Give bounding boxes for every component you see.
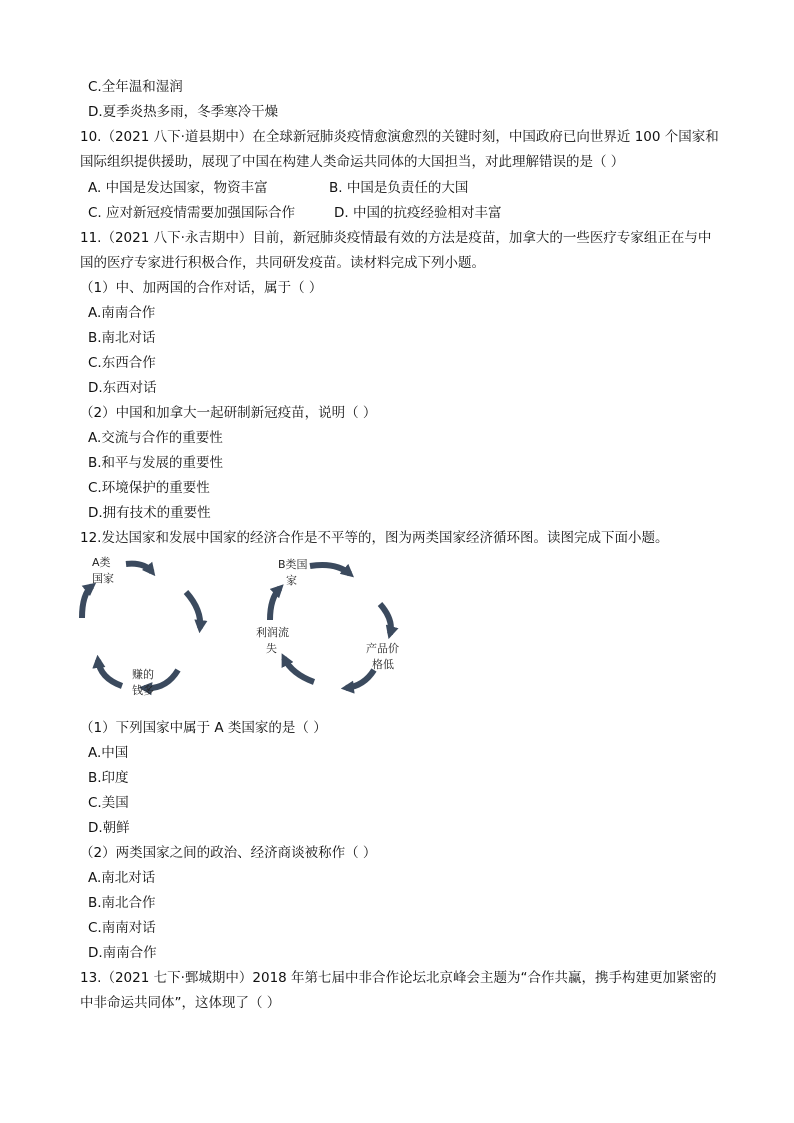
q10-option-b: B. 中国是负责任的大国 [329, 180, 469, 196]
q11-stem-line2: 国的医疗专家进行积极合作，共同研发疫苗。读材料完成下列小题。 [80, 255, 485, 271]
q12-sub1-option: A.中国 [88, 745, 129, 761]
q10-option-d: D. 中国的抗疫经验相对丰富 [334, 205, 502, 221]
q12-sub2-stem: （2）两类国家之间的政治、经济商谈被称作（ ） [80, 845, 377, 861]
q12-sub1-option: C.美国 [88, 795, 129, 811]
q10-stem-line1: 10.（2021 八下·道县期中）在全球新冠肺炎疫情愈演愈烈的关键时刻，中国政府已向世界近 100 个国家和 [80, 129, 719, 145]
arrow-a-left [82, 586, 92, 618]
q13-stem-line1: 13.（2021 七下·鄄城期中）2018 年第七届中非合作论坛北京峰会主题为“合作共赢，携手构建更加紧密的 [80, 970, 717, 986]
arrow-b-left [270, 588, 280, 620]
q12-sub2-option: C.南南对话 [88, 920, 156, 936]
q9-option-d: D.夏季炎热多雨，冬季寒冷干燥 [88, 104, 279, 120]
q11-sub1-stem: （1）中、加两国的合作对话，属于（ ） [80, 280, 323, 296]
a-earn-label: 赚的 [132, 668, 154, 681]
q12-sub1-stem: （1）下列国家中属于 A 类国家的是（ ） [80, 720, 327, 736]
arrow-a-bottom-left [98, 660, 122, 686]
q10-option-a: A. 中国是发达国家，物资丰富 [88, 180, 268, 196]
a-country-label: 国家 [92, 572, 114, 585]
q11-sub2-option: B.和平与发展的重要性 [88, 455, 224, 471]
q12-sub2-option: D.南南合作 [88, 945, 157, 961]
arrow-b-bottom-left [284, 658, 314, 682]
q9-option-c: C.全年温和湿润 [88, 79, 183, 95]
b-profit-label: 失 [266, 642, 277, 655]
q12-sub1-option: B.印度 [88, 770, 129, 786]
arrow-a-top [126, 564, 152, 572]
q11-sub2-stem: （2）中国和加拿大一起研制新冠疫苗，说明（ ） [80, 405, 377, 421]
q11-sub1-option: B.南北对话 [88, 330, 156, 346]
q12-sub2-option: A.南北对话 [88, 870, 156, 886]
b-profit-label: 利润流 [256, 626, 289, 639]
q12-sub2-option: B.南北合作 [88, 895, 156, 911]
q11-sub1-option: C.东西合作 [88, 355, 156, 371]
arrow-b-top [310, 565, 350, 574]
arrow-b-right [380, 604, 391, 634]
a-country-label: A类 [92, 556, 111, 569]
a-earn-label: 钱多 [132, 684, 154, 697]
q11-sub1-option: D.东西对话 [88, 380, 157, 396]
b-country-label: B类国 [278, 558, 308, 571]
q11-sub1-option: A.南南合作 [88, 305, 156, 321]
q12-sub1-option: D.朝鲜 [88, 820, 130, 836]
b-country-label: 家 [286, 574, 297, 587]
arrow-a-right [186, 592, 200, 628]
q11-sub2-option: D.拥有技术的重要性 [88, 505, 211, 521]
q13-stem-line2: 中非命运共同体”，这体现了（ ） [80, 995, 281, 1011]
q12-stem: 12.发达国家和发展中国家的经济合作是不平等的，图为两类国家经济循环图。读图完成下面小题。 [80, 530, 669, 546]
q10-option-c: C. 应对新冠疫情需要加强国际合作 [88, 205, 296, 221]
q11-sub2-option: A.交流与合作的重要性 [88, 430, 223, 446]
q10-stem-line2: 国际组织提供援助，展现了中国在构建人类命运共同体的大国担当，对此理解错误的是（ ） [80, 154, 625, 170]
economic-cycle-diagram [74, 552, 414, 712]
q11-stem-line1: 11.（2021 八下·永吉期中）目前，新冠肺炎疫情最有效的方法是疫苗，加拿大的一些医疗专家组正在与中 [80, 230, 712, 246]
b-price-label: 格低 [372, 658, 394, 671]
arrow-b-bottom-right [346, 670, 374, 688]
q11-sub2-option: C.环境保护的重要性 [88, 480, 210, 496]
b-price-label: 产品价 [366, 642, 399, 655]
